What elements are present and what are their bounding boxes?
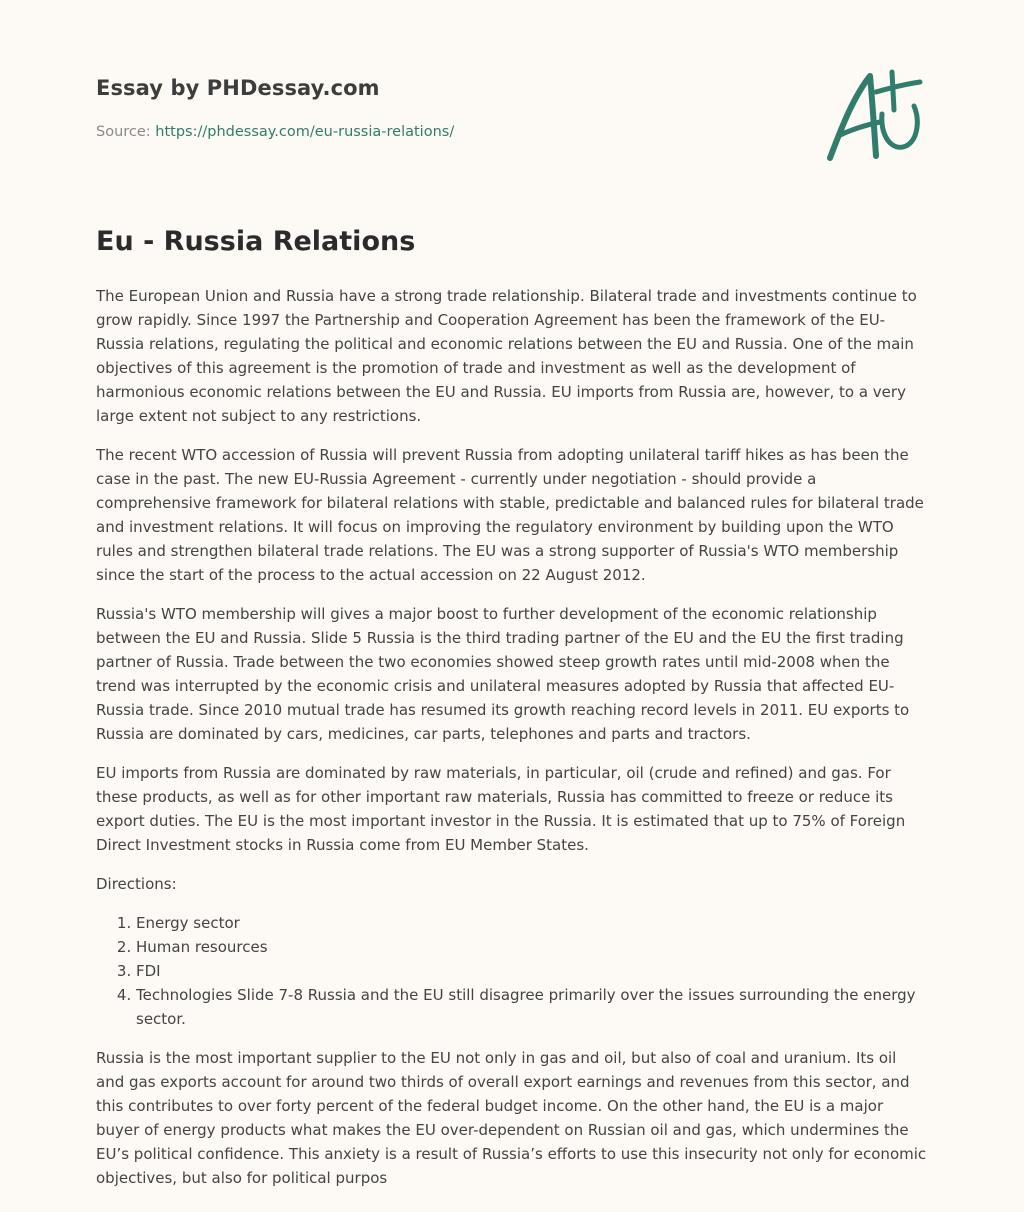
paragraph: The recent WTO accession of Russia will prevent Russia from adopting unilateral tariff hikes as has been the case in the past. The new EU-Russia Agreement - currently under negotiation - should provide a comprehensive framework for bilateral relations with stable, predictable and balanced rules for bilateral trade and investment relations. It will focus on improving the regulatory environment by building upon the WTO rules and strengthen bilateral trade relations. The EU was a strong supporter of Russia's WTO membership since the start of the process to the actual accession on 22 August 2012. xyxy=(96,446,924,584)
list-item: 4. Technologies Slide 7-8 Russia and the EU still disagree primarily over the issues surrounding the energy sector. xyxy=(136,983,928,1031)
paragraph: Russia is the most important supplier to the EU not only in gas and oil, but also of coal and uranium. Its oil and gas exports account for around two thirds of overall export earnings and revenues from this sector, and this contributes to over forty percent of the federal budget income. On the other hand, the EU is a major buyer of energy products what makes the EU over-dependent on Russian oil and gas, which undermines the EU’s political confidence. This anxiety is a result of Russia’s efforts to use this insecurity not only for economic objectives, but also for political purpos xyxy=(96,1049,927,1187)
essay-body xyxy=(96,284,928,1205)
paragraph: The European Union and Russia have a strong trade relationship. Bilateral trade and investments continue to grow rapidly. Since 1997 the Partnership and Cooperation Agreement has been the framework of the EU-Russia relations, regulating the political and economic relations between the EU and Russia. One of the main objectives of this agreement is the promotion of trade and investment as well as the development of harmonious economic relations between the EU and Russia. EU imports from Russia are, however, to a very large extent not subject to any restrictions. xyxy=(96,287,917,425)
list-item: 1. Energy sector xyxy=(136,911,928,935)
source-label: Source: xyxy=(96,124,151,140)
a-plus-logo-icon xyxy=(820,66,930,166)
paragraph: Russia's WTO membership will gives a major boost to further development of the economic relationship between the EU and Russia. Slide 5 Russia is the third trading partner of the EU and the EU the first trading partner of Russia. Trade between the two economies showed steep growth rates until mid-2008 when the trend was interrupted by the economic crisis and unilateral measures adopted by Russia that affected EU-Russia trade. Since 2010 mutual trade has resumed its growth reaching record levels in 2011. EU exports to Russia are dominated by cars, medicines, car parts, telephones and parts and tractors. xyxy=(96,605,910,743)
source-line xyxy=(96,124,454,140)
site-title: Essay by PHDessay.com xyxy=(96,76,380,100)
list-item: 3. FDI xyxy=(136,959,928,983)
directions-label: Directions: xyxy=(96,875,177,893)
essay-title: Eu - Russia Relations xyxy=(96,226,416,257)
directions-list xyxy=(96,911,928,1031)
paragraph: EU imports from Russia are dominated by raw materials, in particular, oil (crude and refined) and gas. For these products, as well as for other important raw materials, Russia has committed to freeze or reduce its export duties. The EU is the most important investor in the Russia. It is estimated that up to 75% of Foreign Direct Investment stocks in Russia come from EU Member States. xyxy=(96,764,906,854)
list-item: 2. Human resources xyxy=(136,935,928,959)
source-link[interactable]: https://phdessay.com/eu-russia-relations/ xyxy=(155,124,455,140)
